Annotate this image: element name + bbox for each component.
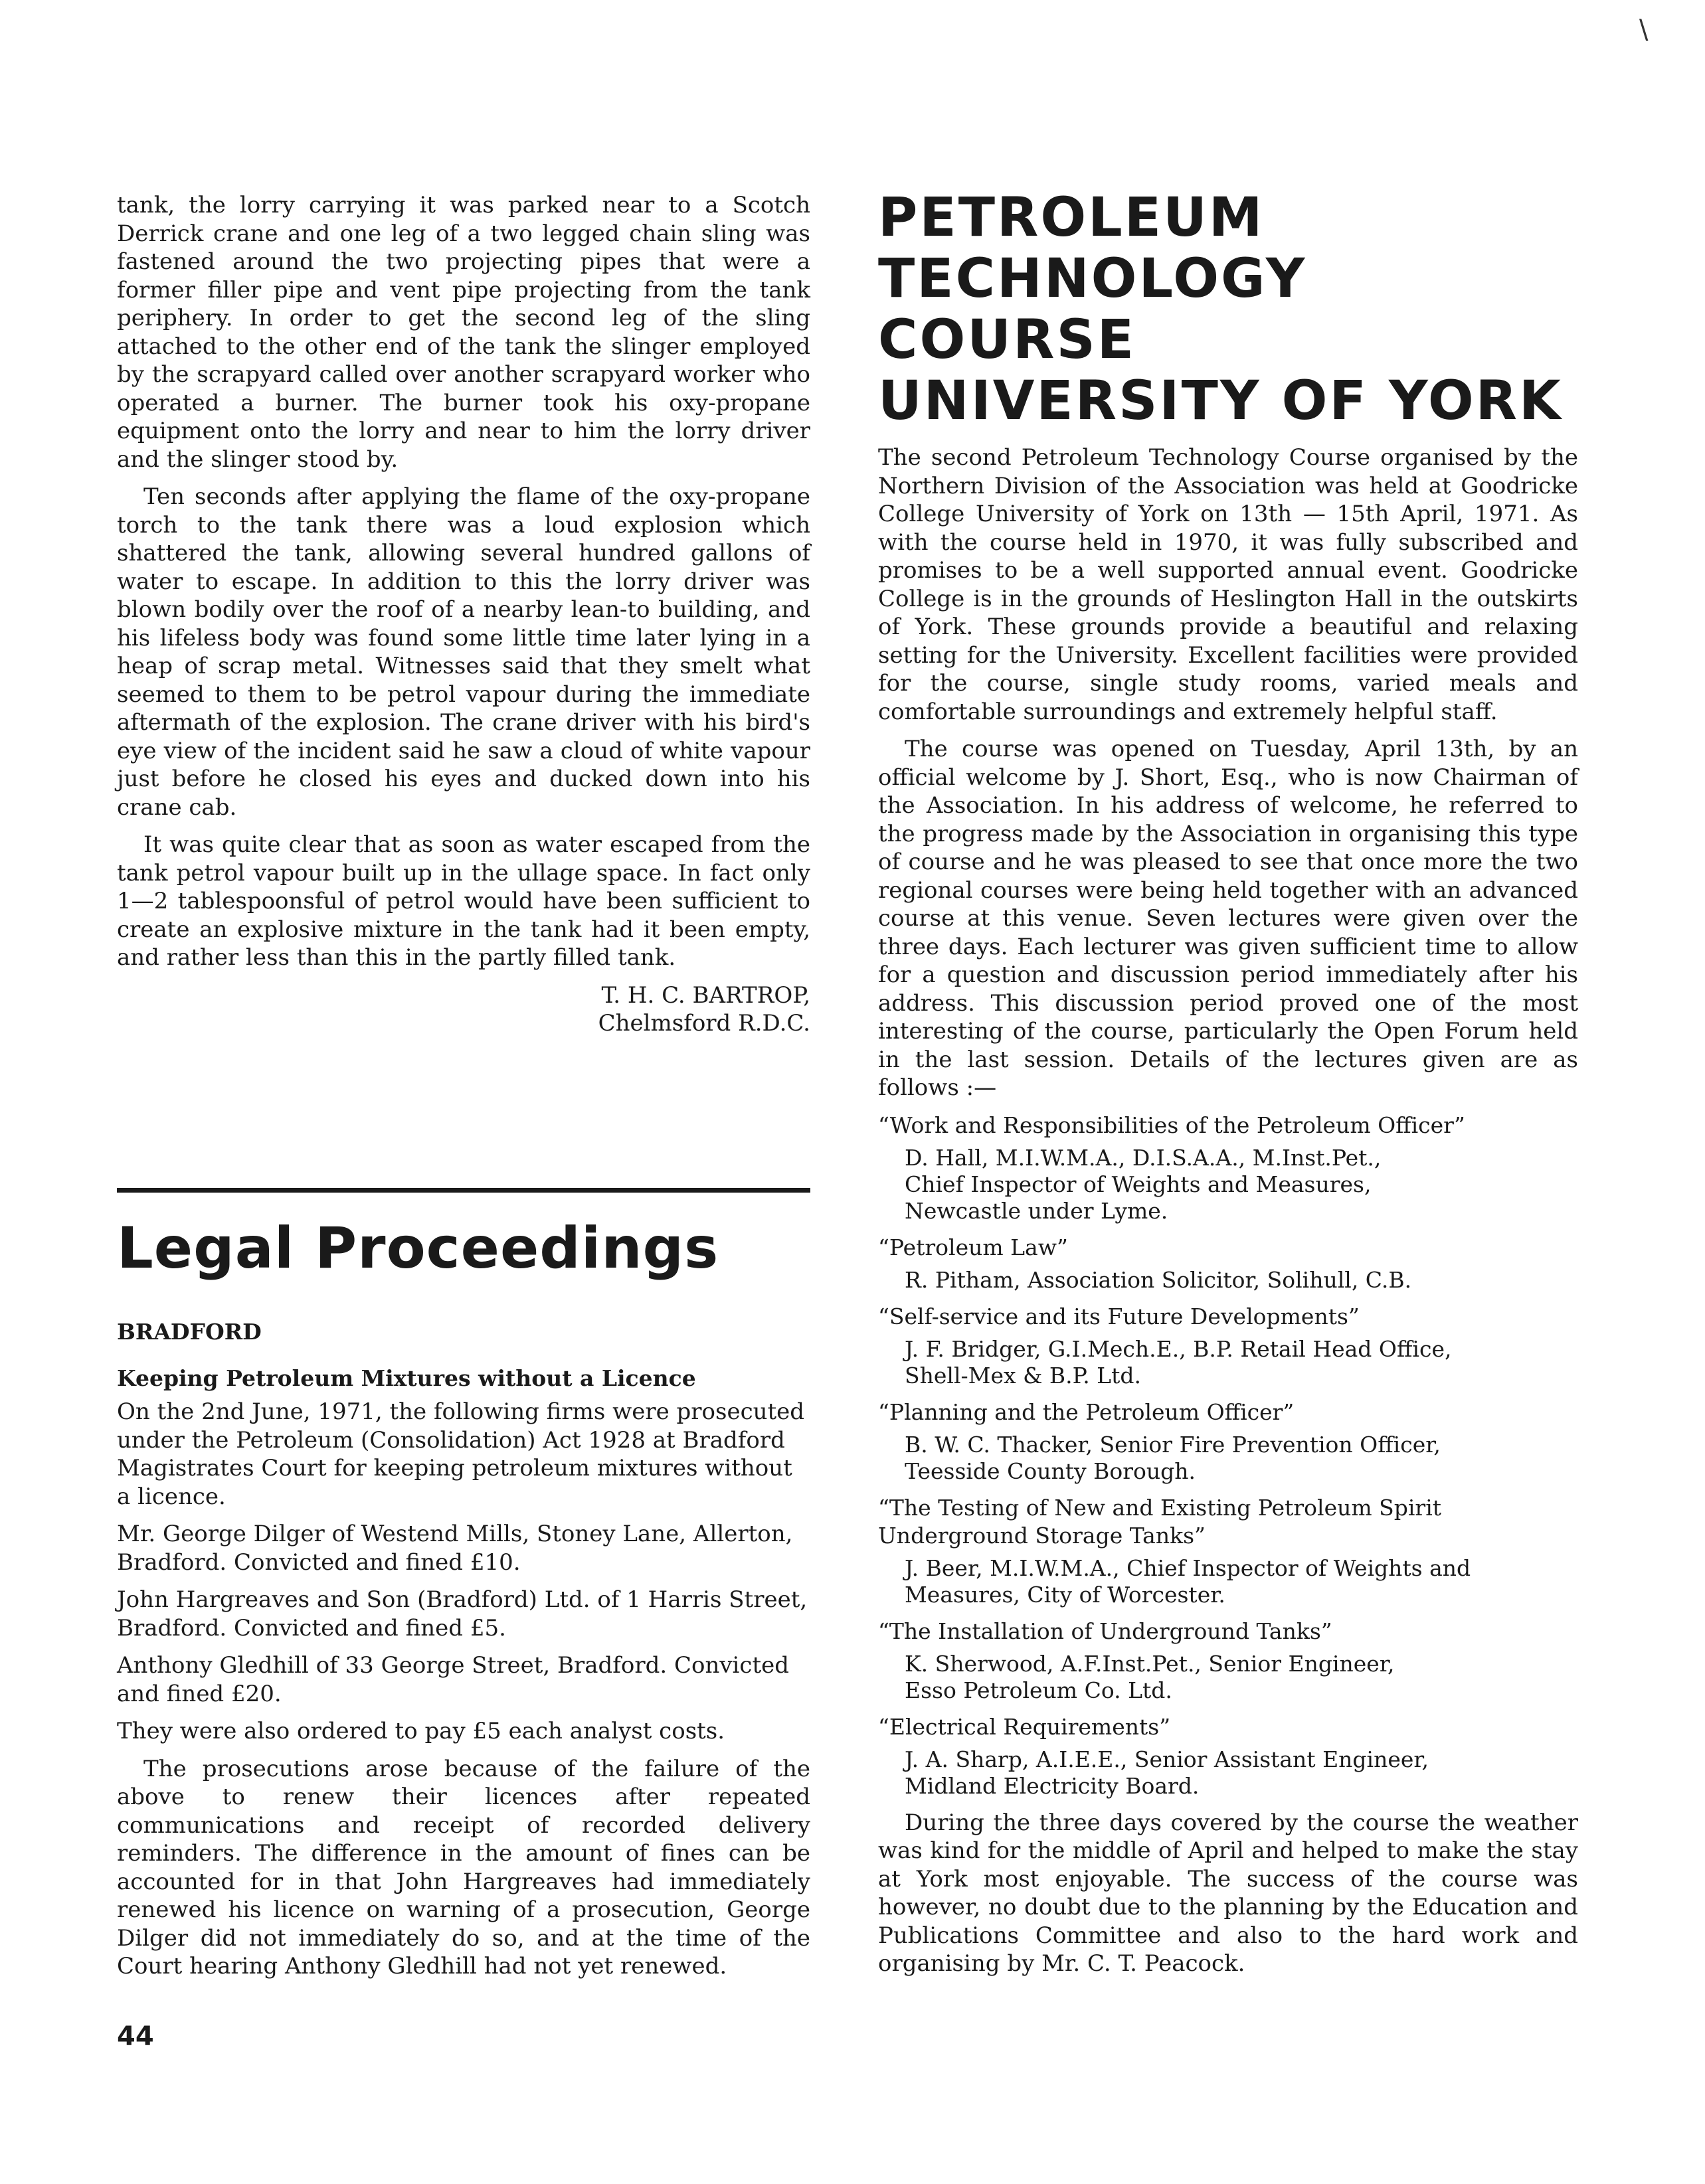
legal-paragraph: They were also ordered to pay £5 each analyst costs. — [117, 1718, 725, 1744]
legal-subheading: Keeping Petroleum Mixtures without a Licence — [117, 1365, 696, 1391]
lecture-speaker: J. A. Sharp, A.I.E.E., Senior Assistant Engineer, Midland Electricity Board. — [905, 1746, 1429, 1799]
article-paragraph: tank, the lorry carrying it was parked near to a Scotch Derrick crane and one leg of a two legged chain sling was fastened around the two projecting pipes that were a former filler pipe and vent pipe projecting from the tank periphery. In order to get the second leg of the sling attached to the other end of the tank the slinger employed by the scrapyard called over another scrapyard worker who operated a burner. The burner took his oxy-propane equipment onto the lorry and near to him the lorry driver and the slinger stood by. — [117, 192, 810, 473]
lecture-title: “Petroleum Law” — [878, 1234, 1068, 1260]
lecture-speaker: R. Pitham, Association Solicitor, Solihull, C.B. — [905, 1266, 1412, 1293]
petroleum-course-title — [878, 187, 1578, 432]
lecture-item — [878, 1618, 1578, 1704]
section-divider — [117, 1188, 810, 1193]
article-paragraph: It was quite clear that as soon as water escaped from the tank petrol vapour built up in the ullage space. In fact only 1—2 tablespoonsful of petrol would have been sufficient to create an explosive mixture in the tank had it been empty, and rather less than this in the partly filled tank. — [117, 831, 810, 971]
title-line: UNIVERSITY OF YORK — [878, 370, 1563, 432]
article-paragraph: Ten seconds after applying the flame of the oxy-propane torch to the tank there was a loud explosion which shattered the tank, allowing several hundred gallons of water to escape. In addition to this the lorry driver was blown bodily over the roof of a nearby lean-to building, and his lifeless body was found some little time later lying in a heap of scrap metal. Witnesses said that they smelt what seemed to them to be petrol vapour during the immediate aftermath of the explosion. The crane driver with his bird's eye view of the incident said he saw a cloud of white vapour just before he closed his eyes and ducked down into his crane cab. — [117, 483, 810, 821]
course-closing-paragraph: During the three days covered by the course the weather was kind for the middle of April and helped to make the stay at York most enjoyable. The success of the course was however, no doubt due to the planning by the Education and Publications Committee and also to the hard work and organising by Mr. C. T. Peacock. — [878, 1809, 1578, 1977]
title-line: TECHNOLOGY COURSE — [878, 248, 1307, 371]
signature-name: T. H. C. BARTROP, — [601, 981, 810, 1009]
page-number: 44 — [117, 2021, 154, 2052]
petroleum-course-article — [878, 187, 1578, 1987]
legal-paragraph: On the 2nd June, 1971, the following firms were prosecuted under the Petroleum (Consolidation) Act 1928 at Bradford Magistrates Court for keeping petroleum mixtures without a licence. — [117, 1398, 805, 1510]
legal-proceedings-section — [117, 1318, 810, 1990]
legal-paragraph: The prosecutions arose because of the failure of the above to renew their licences after repeated communications and receipt of recorded delivery reminders. The difference in the amount of fines can be accounted for in that John Hargreaves had immediately renewed his licence on warning of a prosecution, George Dilger did not immediately do so, and at the time of the Court hearing Anthony Gledhill had not yet renewed. — [117, 1755, 810, 1979]
legal-location-heading: BRADFORD — [117, 1319, 262, 1345]
lecture-item — [878, 1494, 1578, 1608]
legal-paragraph: Anthony Gledhill of 33 George Street, Bradford. Convicted and fined £20. — [117, 1652, 790, 1707]
lecture-title: “Electrical Requirements” — [878, 1713, 1171, 1740]
signature-place: Chelmsford R.D.C. — [598, 1010, 810, 1037]
continued-article — [117, 191, 810, 1038]
legal-paragraph: Mr. George Dilger of Westend Mills, Stoney Lane, Allerton, Bradford. Convicted and fined £10. — [117, 1521, 793, 1576]
lecture-item — [878, 1112, 1578, 1224]
course-paragraph: The course was opened on Tuesday, April 13th, by an official welcome by J. Short, Esq., who is now Chairman of the Association. In his address of welcome, he referred to the progress made by the Association in organising this type of course and he was pleased to see that once more the two regional courses were being held together with an advanced course at this venue. Seven lectures were given over the three days. Each lecturer was given sufficient time to allow for a question and discussion period immediately after his address. This discussion period proved one of the most interesting of the course, particularly the Open Forum held in the last session. Details of the lectures given are as follows :— — [878, 736, 1578, 1101]
lecture-title: “Work and Responsibilities of the Petroleum Officer” — [878, 1112, 1465, 1138]
lecture-title: “The Installation of Underground Tanks” — [878, 1618, 1332, 1644]
lecture-item — [878, 1303, 1578, 1389]
lecture-speaker: D. Hall, M.I.W.M.A., D.I.S.A.A., M.Inst.Pet., Chief Inspector of Weights and Measures, Newcastle under Lyme. — [905, 1144, 1382, 1224]
legal-proceedings-title: Legal Proceedings — [117, 1215, 719, 1282]
course-paragraph: The second Petroleum Technology Course organised by the Northern Division of the Association was held at Goodricke College University of York on 13th — 15th April, 1971. As with the course held in 1970, it was fully subscribed and promises to be a well supported annual event. Goodricke College is in the grounds of Heslington Hall in the outskirts of York. These grounds provide a beautiful and relaxing setting for the University. Excellent facilities were provided for the course, single study rooms, varied meals and comfortable surroundings and extremely helpful staff. — [878, 444, 1578, 725]
lecture-title: “Self-service and its Future Developments” — [878, 1303, 1360, 1329]
lecture-list — [878, 1112, 1578, 1800]
lecture-speaker: K. Sherwood, A.F.Inst.Pet., Senior Engineer, Esso Petroleum Co. Ltd. — [905, 1650, 1395, 1703]
lecture-title: “The Testing of New and Existing Petroleum Spirit Underground Storage Tanks” — [878, 1494, 1442, 1549]
lecture-item — [878, 1713, 1578, 1800]
lecture-item — [878, 1234, 1578, 1294]
lecture-speaker: J. F. Bridger, G.I.Mech.E., B.P. Retail Head Office, Shell-Mex & B.P. Ltd. — [905, 1335, 1452, 1388]
lecture-title: “Planning and the Petroleum Officer” — [878, 1398, 1295, 1425]
corner-mark: \ — [1639, 15, 1649, 45]
lecture-item — [878, 1398, 1578, 1485]
title-line: PETROLEUM — [878, 187, 1265, 249]
legal-paragraph: John Hargreaves and Son (Bradford) Ltd. of 1 Harris Street, Bradford. Convicted and fined £5. — [117, 1586, 808, 1641]
lecture-speaker: B. W. C. Thacker, Senior Fire Prevention Officer, Teesside County Borough. — [905, 1431, 1441, 1484]
lecture-speaker: J. Beer, M.I.W.M.A., Chief Inspector of Weights and Measures, City of Worcester. — [905, 1554, 1471, 1608]
